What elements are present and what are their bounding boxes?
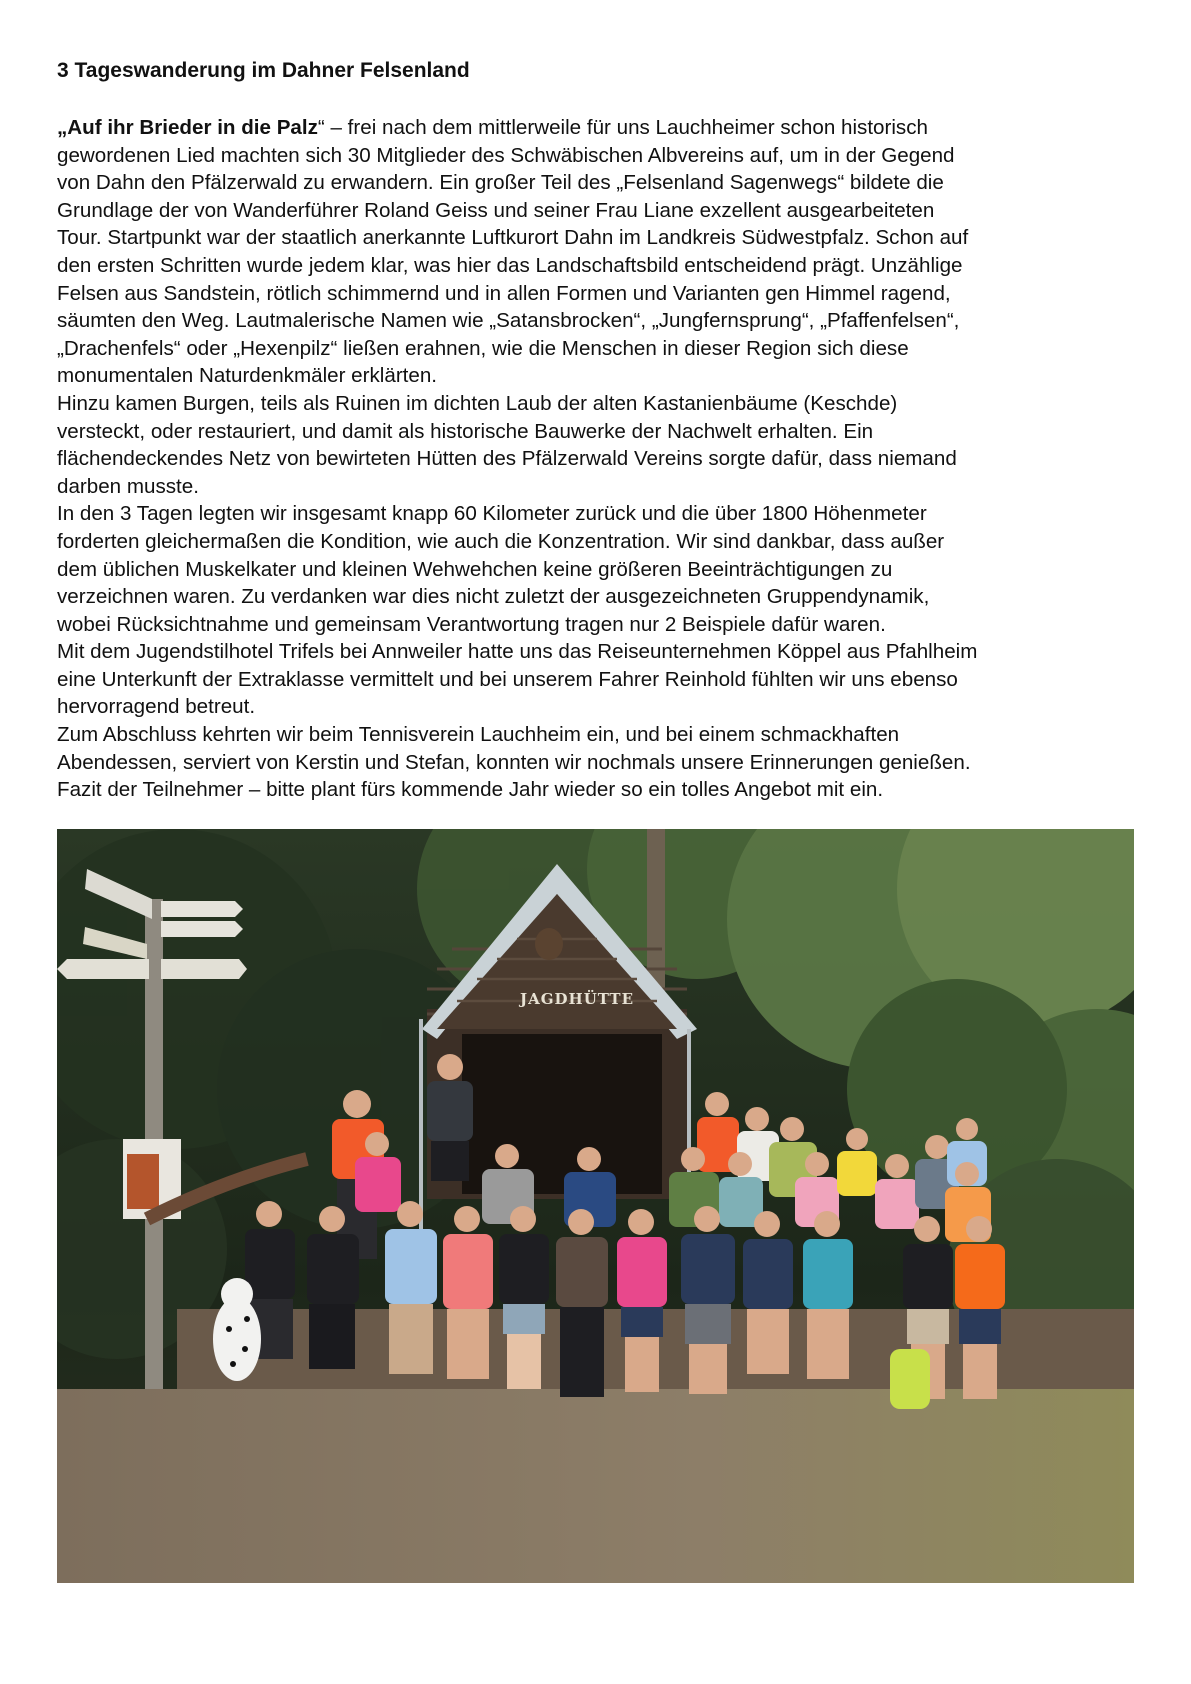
line-text: monumentalen Naturdenkmäler erklärten. <box>57 364 438 388</box>
line-text: Zum Abschluss kehrten wir beim Tennisverein Lauchheim ein, und bei einem schmackhaften <box>57 723 900 747</box>
line-text: verzeichnen waren. Zu verdanken war dies nicht zuletzt der ausgezeichneten Gruppendynamik, <box>57 585 930 609</box>
text-line <box>57 362 1137 390</box>
text-line <box>57 224 1137 252</box>
line-text: hervorragend betreut. <box>57 695 256 719</box>
text-line <box>57 666 1137 694</box>
line-text: flächendeckendes Netz von bewirteten Hütten des Pfälzerwald Vereins sorgte dafür, dass niemand <box>57 447 957 471</box>
text-line <box>57 721 1137 749</box>
line-text: „Drachenfels“ oder „Hexenpilz“ ließen erahnen, wie die Menschen in dieser Region sich diese <box>57 336 909 360</box>
line-text: Tour. Startpunkt war der staatlich anerkannte Luftkurort Dahn im Landkreis Südwestpfalz. Schon auf <box>57 226 969 250</box>
text-line <box>57 528 1137 556</box>
text-line <box>57 611 1137 639</box>
document-title: 3 Tageswanderung im Dahner Felsenland <box>57 59 470 82</box>
text-line <box>57 280 1137 308</box>
line-text: von Dahn den Pfälzerwald zu erwandern. Ein großer Teil des „Felsenland Sagenwegs“ bildete die <box>57 171 944 195</box>
line-text: versteckt, oder restauriert, und damit als historische Bauwerke der Nachwelt erhalten. Ein <box>57 419 874 443</box>
text-line <box>57 445 1137 473</box>
text-line <box>57 335 1137 363</box>
text-line <box>57 252 1137 280</box>
text-line <box>57 197 1137 225</box>
text-line <box>57 473 1137 501</box>
text-line <box>57 418 1137 446</box>
text-line <box>57 142 1137 170</box>
article-body <box>57 114 1137 804</box>
line-text: forderten gleichermaßen die Kondition, wie auch die Konzentration. Wir sind dankbar, dass außer <box>57 529 945 553</box>
line-text: darben musste. <box>57 474 199 498</box>
line-text: dem üblichen Muskelkater und kleinen Wehwehchen keine größeren Beeinträchtigungen zu <box>57 557 893 581</box>
group-photo-illustration <box>57 829 1134 1583</box>
line-text: In den 3 Tagen legten wir insgesamt knapp 60 Kilometer zurück und die über 1800 Höhenmeter <box>57 502 927 526</box>
group-photo <box>57 829 1134 1583</box>
line-text: Fazit der Teilnehmer – bitte plant fürs kommende Jahr wieder so ein tolles Angebot mit ein. <box>57 778 884 802</box>
line-text: “ – frei nach dem mittlerweile für uns Lauchheimer schon historisch <box>317 116 928 139</box>
line-text: gewordenen Lied machten sich 30 Mitglieder des Schwäbischen Albvereins auf, um in der Gegend <box>57 143 955 167</box>
text-line <box>57 693 1137 721</box>
text-line <box>57 114 1137 142</box>
text-line <box>57 307 1137 335</box>
line-text: wobei Rücksichtnahme und gemeinsam Verantwortung tragen nur 2 Beispiele dafür waren. <box>57 612 886 636</box>
line-text: Hinzu kamen Burgen, teils als Ruinen im dichten Laub der alten Kastanienbäume (Keschde) <box>57 391 898 415</box>
line-text: Mit dem Jugendstilhotel Trifels bei Annweiler hatte uns das Reiseunternehmen Köppel aus Pfahlheim <box>57 640 978 664</box>
line-text: den ersten Schritten wurde jedem klar, was hier das Landschaftsbild entscheidend prägt. Unzählige <box>57 253 963 277</box>
text-line <box>57 500 1137 528</box>
line-text: eine Unterkunft der Extraklasse vermittelt und bei unserem Fahrer Reinhold fühlten wir uns ebenso <box>57 667 958 691</box>
hut-sign-text: JAGDHÜTTE <box>520 990 635 1008</box>
line-text: Abendessen, serviert von Kerstin und Stefan, konnten wir nochmals unsere Erinnerungen genießen. <box>57 750 971 774</box>
text-line <box>57 556 1137 584</box>
text-line <box>57 776 1137 804</box>
text-line <box>57 390 1137 418</box>
text-line <box>57 638 1137 666</box>
line-text: Felsen aus Sandstein, rötlich schimmernd und in allen Formen und Varianten gen Himmel ragend, <box>57 281 951 305</box>
text-line <box>57 169 1137 197</box>
text-line <box>57 583 1137 611</box>
line-text: säumten den Weg. Lautmalerische Namen wie „Satansbrocken“, „Jungfernsprung“, „Pfaffenfelsen“, <box>57 309 960 333</box>
bold-lead-in: „Auf ihr Brieder in die Palz <box>57 116 318 139</box>
text-line <box>57 749 1137 777</box>
line-text: Grundlage der von Wanderführer Roland Geiss und seiner Frau Liane exzellent ausgearbeiteten <box>57 198 935 222</box>
